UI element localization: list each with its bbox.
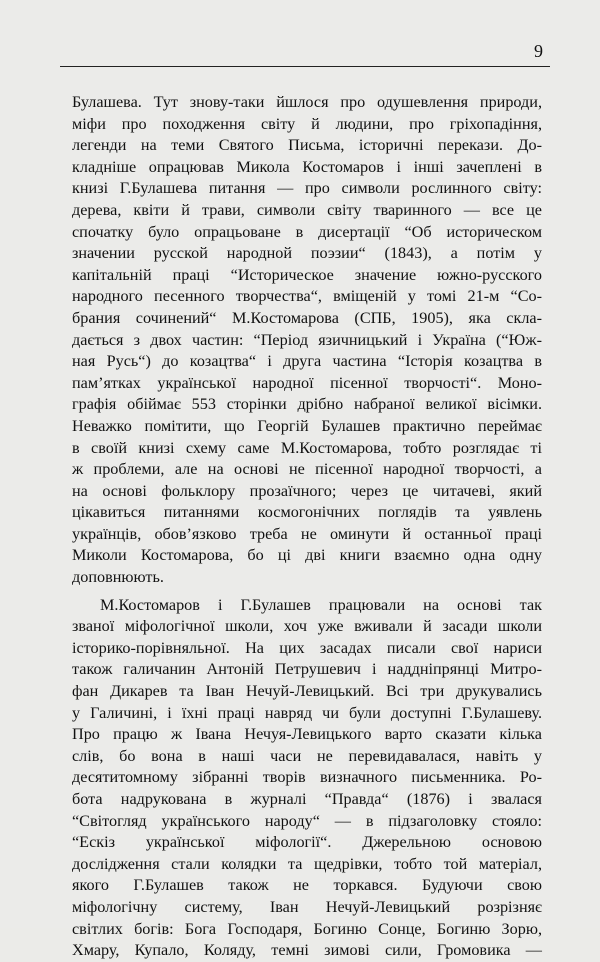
text-line: книзі Г.Булашева питання — про символи рослинного світу: <box>72 179 542 198</box>
text-line: Неважко помітити, що Георгій Булашев практично переймає <box>72 416 542 435</box>
text-line: міфологічну систему, Іван Нечуй-Левицький розрізняє <box>72 897 542 916</box>
text-line: ж проблеми, але на основі не пісенної народної творчості, а <box>72 460 542 479</box>
text-line: ная Русь“) до козацтва“ і друга частина “Історія козацтва в <box>72 352 542 371</box>
text-line: десятитомному зібранні творів визначного письменника. Ро- <box>72 768 542 787</box>
text-line: брания сочинений“ М.Костомарова (СПБ, 1905), яка скла- <box>72 308 542 327</box>
paragraph-1 <box>72 92 542 589</box>
text-line: легенди на теми Святого Письма, історичні перекази. До- <box>72 136 542 155</box>
header-rule <box>60 66 550 67</box>
text-line: дерева, квіти й трави, символи світу тваринного — все це <box>72 200 542 219</box>
text-line: “Ескіз української міфології“. Джерельною основою <box>72 833 542 852</box>
text-line: українців, обов’язково треба не оминути й останньої праці <box>72 524 542 543</box>
text-line: кладніше опрацював Микола Костомаров і інші зачеплені в <box>72 157 542 176</box>
page-number: 9 <box>534 41 543 61</box>
text-line: в своїй книзі схему саме М.Костомарова, тобто розглядає ті <box>72 438 542 457</box>
text-line: пам’ятках української народної пісенної творчості“. Моно- <box>72 373 542 392</box>
text-line: історико-порівняльної. На цих засадах писали свої нариси <box>72 638 542 657</box>
text-line: світлих богів: Бога Господаря, Богиню Сонце, Богиню Зорю, <box>72 919 542 938</box>
text-line: у Галичині, і їхні праці навряд чи були доступні Г.Булашеву. <box>72 703 542 722</box>
text-line: спочатку було опрацьоване в дисертації “Об историческом <box>72 222 542 241</box>
text-line: графія обіймає 553 сторінки дрібно набраної великої вісімки. <box>72 395 542 414</box>
text-line: Хмару, Купало, Коляду, темні зимові сили, Громовика — <box>72 941 542 960</box>
text-line: бота надрукована в журналі “Правда“ (1876) і звалася <box>72 790 542 808</box>
text-line: “Світогляд українського народу“ — в підзаголовку стояло: <box>72 811 542 830</box>
text-line: міфи про походження світу й людини, про гріхопадіння, <box>72 114 542 133</box>
text-line: фан Дикарев та Іван Нечуй-Левицький. Всі три друкувались <box>72 682 542 701</box>
text-line: Булашева. Тут знову-таки йшлося про одушевлення природи, <box>72 93 542 111</box>
text-line: доповнюють. <box>72 568 164 587</box>
body-text <box>72 92 542 962</box>
text-line: на основі фольклору прозаїчного; через це читачеві, який <box>72 481 542 500</box>
text-line: дається з двох частин: “Період язичницький і Україна (“Юж- <box>72 330 542 349</box>
text-line: Про працю ж Івана Нечуя-Левицького варто сказати кілька <box>72 725 542 744</box>
text-line: званої міфологічної школи, хоч уже вживали й засади школи <box>72 617 542 636</box>
paragraph-2 <box>72 595 542 962</box>
text-line: капітальній праці “Историческое значение южно-русского <box>72 265 542 284</box>
text-line: Миколи Костомарова, бо ці дві книги взаємно одна одну <box>72 546 542 565</box>
text-line: народного песенного творчества“, вміщеній у томі 21-м “Со- <box>72 287 542 306</box>
text-line: М.Костомаров і Г.Булашев працювали на основі так <box>100 595 542 614</box>
text-line: значении русской народной поэзии“ (1843), а потім у <box>72 244 542 263</box>
text-line: слів, бо вона в наші часи не перевидавалася, навіть у <box>72 746 542 765</box>
text-line: також галичанин Антоній Петрушевич і наддніпрянці Митро- <box>72 660 542 679</box>
text-line: дослідження стали колядки та щедрівки, тобто той матеріал, <box>72 854 542 873</box>
text-line: цікавиться питаннями космогонічних поглядів та уявлень <box>72 503 542 522</box>
text-line: якого Г.Булашев також не торкався. Будуючи свою <box>72 876 542 895</box>
